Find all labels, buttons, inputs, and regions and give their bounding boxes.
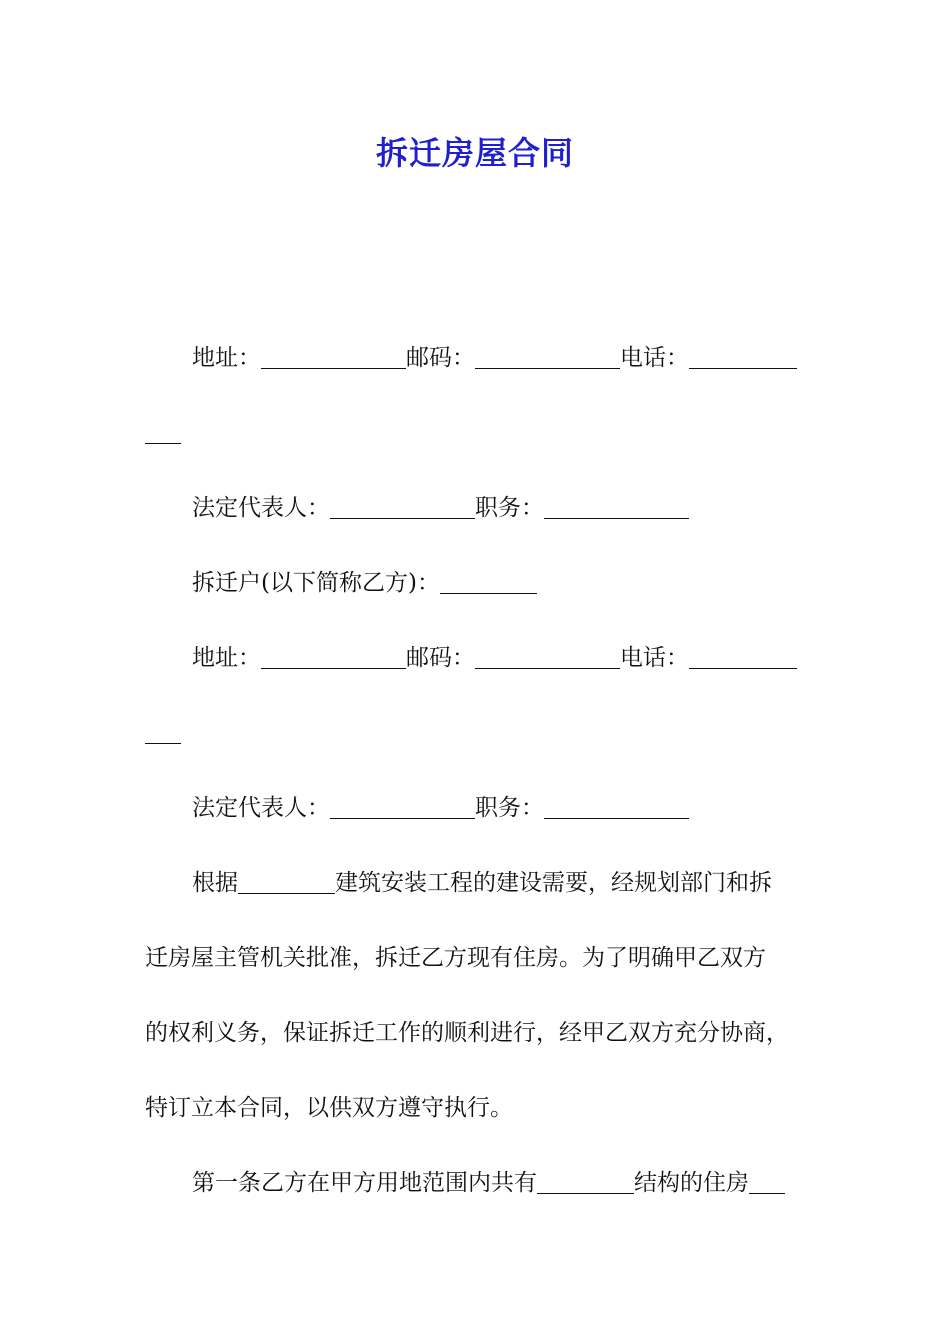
party-b-address-line <box>145 643 882 673</box>
phone-blank <box>689 346 797 369</box>
phone-label: 电话： <box>620 645 689 671</box>
position-blank <box>544 496 689 519</box>
article-text: 第一条乙方在甲方用地范围内共有 <box>192 1170 537 1196</box>
paragraph-text: 特订立本合同，以供双方遵守执行。 <box>145 1095 513 1121</box>
paragraph-line <box>145 1093 835 1123</box>
address-blank <box>261 346 406 369</box>
article-one-line <box>145 1168 882 1198</box>
phone-label: 电话： <box>620 345 689 371</box>
position-label: 职务： <box>475 795 544 821</box>
legal-rep-label: 法定代表人： <box>192 495 330 521</box>
legal-rep-blank <box>330 496 475 519</box>
postcode-blank <box>475 646 620 669</box>
paragraph-line <box>145 943 835 973</box>
legal-rep-blank <box>330 796 475 819</box>
postcode-blank <box>475 346 620 369</box>
paragraph-line <box>145 868 882 898</box>
phone-blank-continuation <box>145 721 181 744</box>
phone-blank-continuation-line <box>145 718 835 748</box>
postcode-label: 邮码： <box>406 345 475 371</box>
position-blank <box>544 796 689 819</box>
phone-blank <box>689 646 797 669</box>
party-b-label: 拆迁户(以下简称乙方)： <box>192 570 440 596</box>
postcode-label: 邮码： <box>406 645 475 671</box>
party-b-blank <box>440 571 537 594</box>
document-title: 拆迁房屋合同 <box>375 134 574 172</box>
party-a-address-line <box>145 343 882 373</box>
address-blank <box>261 646 406 669</box>
party-b-representative-line <box>145 793 882 823</box>
housing-count-blank <box>749 1171 785 1194</box>
position-label: 职务： <box>475 495 544 521</box>
phone-blank-continuation <box>145 421 181 444</box>
paragraph-line <box>145 1018 835 1048</box>
party-a-representative-line <box>145 493 882 523</box>
phone-blank-continuation-line <box>145 418 835 448</box>
paragraph-text: 根据 <box>192 870 238 896</box>
structure-blank <box>537 1171 634 1194</box>
paragraph-text: 建筑安装工程的建设需要，经规划部门和拆 <box>335 870 772 896</box>
article-text: 结构的住房 <box>634 1170 749 1196</box>
paragraph-text: 迁房屋主管机关批准，拆迁乙方现有住房。为了明确甲乙双方 <box>145 945 766 971</box>
project-blank <box>238 871 335 894</box>
party-b-line <box>145 568 882 598</box>
address-label: 地址： <box>192 345 261 371</box>
address-label: 地址： <box>192 645 261 671</box>
paragraph-text: 的权利义务，保证拆迁工作的顺利进行，经甲乙双方充分协商， <box>145 1020 789 1046</box>
legal-rep-label: 法定代表人： <box>192 795 330 821</box>
